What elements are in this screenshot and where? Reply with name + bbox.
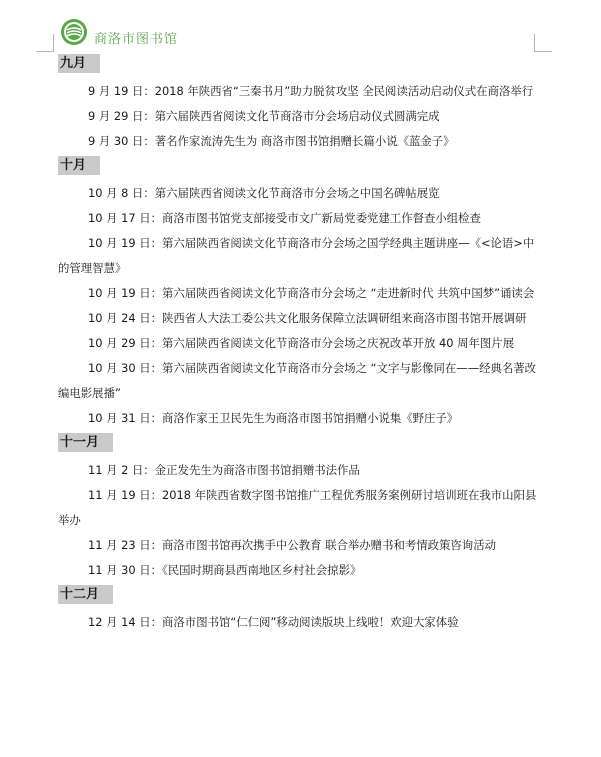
event-entry: 10 月 31 日：商洛作家王卫民先生为商洛市图书馆捐赠小说集《野庄子》 (88, 411, 459, 425)
month-heading: 九月 (58, 54, 100, 73)
event-entry: 10 月 19 日：第六届陕西省阅读文化节商洛市分会场之国学经典主题讲座—《<论语>中的管理智慧》 (58, 236, 535, 275)
library-name: 商洛市图书馆 (94, 32, 179, 47)
event-entry: 11 月 2 日：金正发先生为商洛市图书馆捐赠书法作品 (88, 463, 360, 477)
library-logo-icon (60, 18, 88, 46)
month-section (58, 431, 543, 583)
crop-mark-left (53, 34, 54, 52)
event-entry: 10 月 30 日：第六届陕西省阅读文化节商洛市分会场之 “文字与影像同在——经典名著改编电影展播” (58, 361, 537, 400)
event-entry: 10 月 19 日：第六届陕西省阅读文化节商洛市分会场之 “走进新时代 共筑中国梦”诵读会 (88, 286, 535, 300)
event-entry: 11 月 30 日：《民国时期商县西南地区乡村社会掠影》 (88, 563, 362, 577)
timeline-content (58, 52, 543, 635)
month-heading: 十月 (58, 156, 100, 175)
event-entry: 9 月 29 日：第六届陕西省阅读文化节商洛市分会场启动仪式圆满完成 (88, 109, 440, 123)
event-entry: 10 月 17 日：商洛市图书馆党支部接受市文广新局党委党建工作督查小组检查 (88, 211, 481, 225)
event-entry: 12 月 14 日：商洛市图书馆“仁仁阅”移动阅读版块上线啦！欢迎大家体验 (88, 615, 459, 629)
event-entry: 10 月 24 日：陕西省人大法工委公共文化服务保障立法调研组来商洛市图书馆开展调研 (88, 311, 527, 325)
event-entry: 11 月 19 日：2018 年陕西省数字图书馆推广工程优秀服务案例研讨培训班在我市山阳县举办 (58, 488, 537, 527)
crop-mark-right (534, 34, 535, 52)
event-entry: 9 月 30 日：著名作家流涛先生为 商洛市图书馆捐赠长篇小说《蓝金子》 (88, 134, 455, 148)
month-section (58, 583, 543, 635)
month-section (58, 154, 543, 431)
month-heading: 十二月 (58, 585, 113, 604)
crop-mark-left-h (36, 51, 54, 52)
event-entry: 10 月 8 日：第六届陕西省阅读文化节商洛市分会场之中国名碑帖展览 (88, 186, 440, 200)
event-entry: 10 月 29 日：第六届陕西省阅读文化节商洛市分会场之庆祝改革开放 40 周年图片展 (88, 336, 515, 350)
event-entry: 9 月 19 日：2018 年陕西省“三秦书月”助力脱贫攻坚 全民阅读活动启动仪式在商洛举行 (88, 84, 534, 98)
month-section (58, 52, 543, 154)
event-entry: 11 月 23 日：商洛市图书馆再次携手中公教育 联合举办赠书和考情政策咨询活动 (88, 538, 496, 552)
month-heading: 十一月 (58, 433, 113, 452)
